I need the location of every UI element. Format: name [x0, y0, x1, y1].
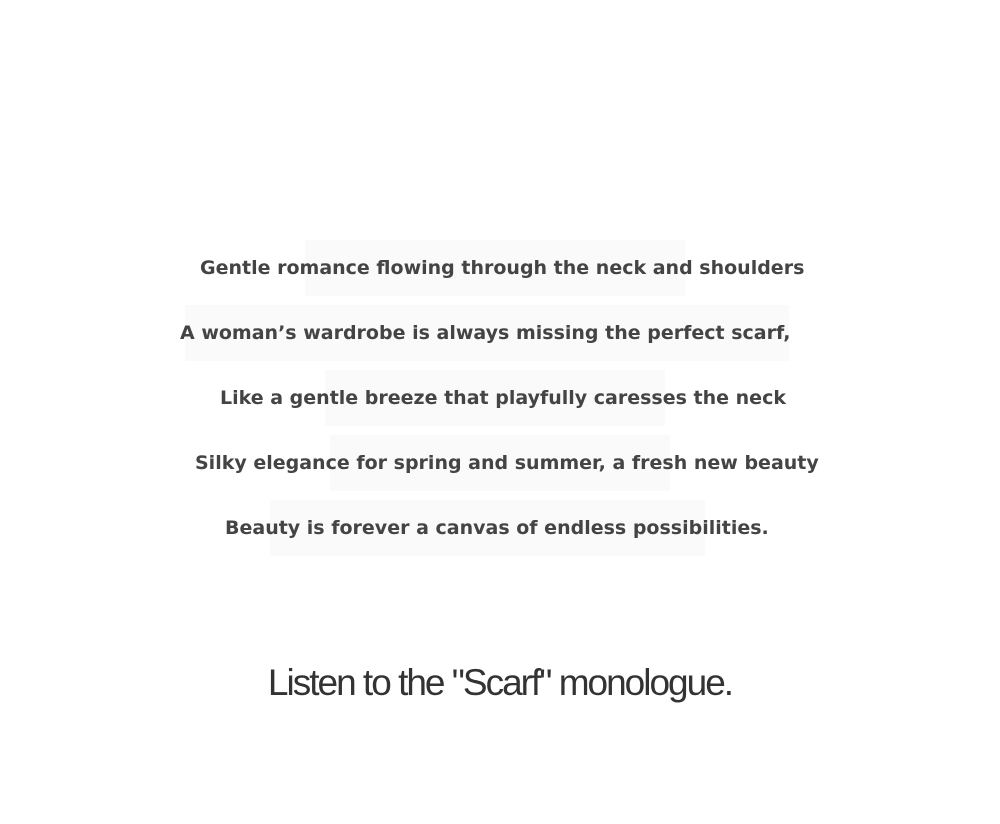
poem-line-text: A woman’s wardrobe is always missing the perfect scarf, [180, 322, 791, 344]
poem-line-3 [220, 370, 786, 426]
poem-line-2 [180, 305, 790, 361]
poem-line-text: Like a gentle breeze that playfully caresses the neck [220, 387, 786, 409]
monologue-heading: Listen to the "Scarf" monologue. [267, 662, 733, 703]
poem-line-text: Silky elegance for spring and summer, a fresh new beauty [195, 452, 819, 474]
poem-line-1 [200, 240, 805, 296]
poem-line-text: Beauty is forever a canvas of endless possibilities. [225, 517, 769, 539]
poem-line-4 [195, 435, 819, 491]
poem-line-text: Gentle romance flowing through the neck and shoulders [200, 257, 805, 279]
poem-line-5 [225, 500, 769, 556]
